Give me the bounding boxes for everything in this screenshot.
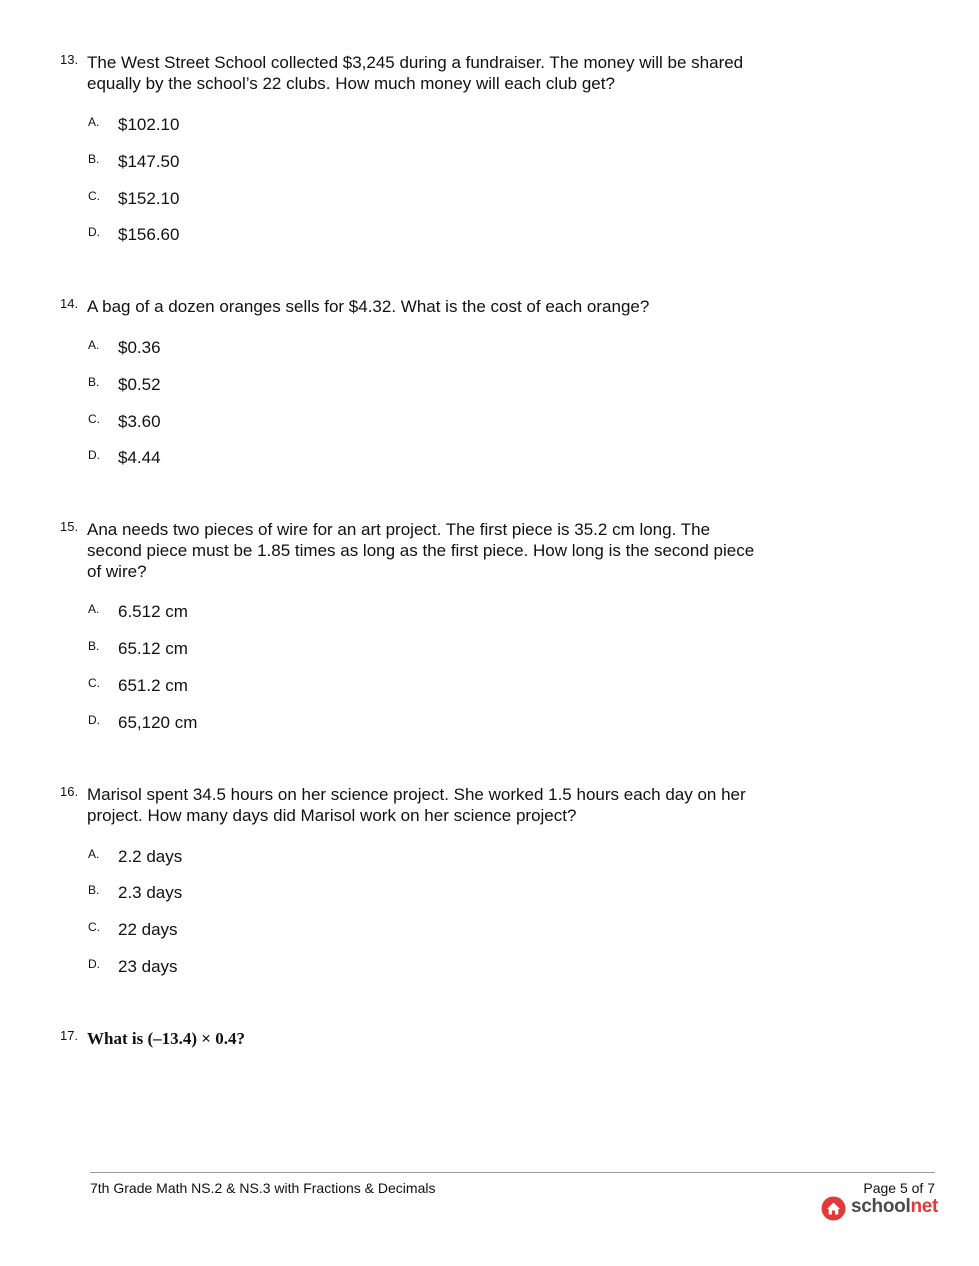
choice-letter: A. <box>88 602 100 616</box>
choice-text: 2.2 days <box>118 847 183 866</box>
choice-text: 6.512 cm <box>118 602 188 621</box>
choice-letter: C. <box>88 412 100 426</box>
choice-letter: D. <box>88 448 100 462</box>
choice-letter: B. <box>88 375 100 389</box>
choice-text: $102.10 <box>118 115 180 134</box>
logo-wordmark <box>851 1195 938 1219</box>
choice-text: 65,120 cm <box>118 713 198 732</box>
choice-letter: B. <box>88 639 100 653</box>
choice-letter: A. <box>88 847 100 861</box>
choice-text: 65.12 cm <box>118 639 188 658</box>
question-text: What is (–13.4) × 0.4? <box>87 1029 245 1048</box>
choice-c[interactable] <box>88 675 388 699</box>
choice-text: $156.60 <box>118 225 180 244</box>
question-text: The West Street School collected $3,245 during a fundraiser. The money will be shared equally by the school’s 22 clubs. How much money will each club get? <box>87 53 744 93</box>
choice-b[interactable] <box>88 882 388 906</box>
choice-text: 2.3 days <box>118 883 183 902</box>
choice-a[interactable] <box>88 846 388 870</box>
choice-letter: B. <box>88 152 100 166</box>
choice-b[interactable] <box>88 151 388 175</box>
choice-text: 23 days <box>118 957 178 976</box>
choice-a[interactable] <box>88 337 388 361</box>
choice-d[interactable] <box>88 224 388 248</box>
footer-title: 7th Grade Math NS.2 & NS.3 with Fractions & Decimals <box>90 1180 436 1196</box>
choice-a[interactable] <box>88 114 388 138</box>
choice-a[interactable] <box>88 601 388 625</box>
question-number: 15. <box>60 519 79 534</box>
choice-letter: D. <box>88 713 100 727</box>
question-number: 14. <box>60 296 79 311</box>
choice-letter: B. <box>88 883 100 897</box>
choice-letter: D. <box>88 225 100 239</box>
choice-text: 22 days <box>118 920 178 939</box>
question-text: Marisol spent 34.5 hours on her science project. She worked 1.5 hours each day on her project. How many days did Marisol work on her science project? <box>87 785 746 825</box>
question-text: Ana needs two pieces of wire for an art project. The first piece is 35.2 cm long. The second piece must be 1.85 times as long as the first piece. How long is the second piece of wire? <box>87 520 755 581</box>
choice-c[interactable] <box>88 188 388 212</box>
choice-d[interactable] <box>88 712 388 736</box>
choice-text: $3.60 <box>118 412 161 431</box>
choice-letter: A. <box>88 115 100 129</box>
choice-letter: D. <box>88 957 100 971</box>
choice-d[interactable] <box>88 447 388 471</box>
logo-net-text: net <box>910 1196 939 1217</box>
choice-b[interactable] <box>88 638 388 662</box>
choice-text: $152.10 <box>118 189 180 208</box>
choice-letter: C. <box>88 920 100 934</box>
choice-text: $4.44 <box>118 448 161 467</box>
question-number: 16. <box>60 784 79 799</box>
choice-d[interactable] <box>88 956 388 980</box>
question-number: 13. <box>60 52 79 67</box>
choice-text: 651.2 cm <box>118 676 188 695</box>
choice-c[interactable] <box>88 919 388 943</box>
page-number: Page 5 of 7 <box>863 1180 935 1196</box>
footer-divider <box>90 1172 935 1173</box>
choice-text: $147.50 <box>118 152 180 171</box>
choice-b[interactable] <box>88 374 388 398</box>
choice-text: $0.52 <box>118 375 161 394</box>
choice-text: $0.36 <box>118 338 161 357</box>
choice-letter: C. <box>88 189 100 203</box>
question-text: A bag of a dozen oranges sells for $4.32. What is the cost of each orange? <box>87 297 650 316</box>
choice-c[interactable] <box>88 411 388 435</box>
schoolnet-logo <box>821 1195 941 1221</box>
question-number: 17. <box>60 1028 79 1043</box>
house-icon <box>821 1196 846 1221</box>
logo-school-text: school <box>851 1196 911 1217</box>
choice-letter: A. <box>88 338 100 352</box>
choice-letter: C. <box>88 676 100 690</box>
